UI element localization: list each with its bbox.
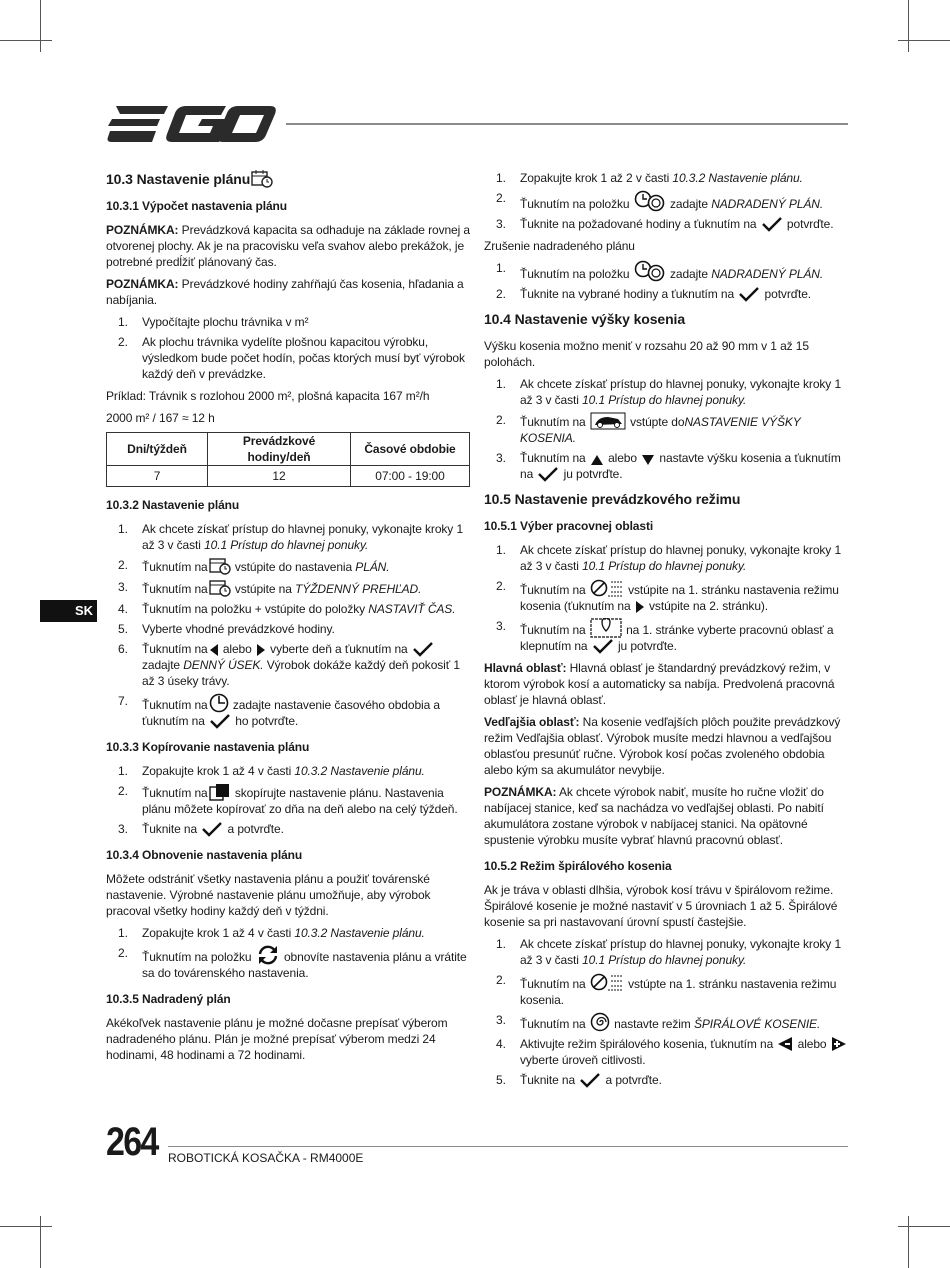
steps-list bbox=[106, 521, 470, 729]
mode-settings-icon bbox=[590, 972, 624, 992]
section-10-3-heading: 10.3 Nastavenie plánu bbox=[106, 170, 470, 188]
crop-mark bbox=[898, 40, 950, 41]
list-item: 1. Ak chcete získať prístup do hlavnej ponuky, vykonajte kroky 1 až 3 v časti 10.1 Prístup do hlavnej ponuky. bbox=[118, 522, 464, 552]
list-item: 7. Ťuknutím na zadajte nastavenie časového obdobia a ťuknutím na ho potvrďte. bbox=[118, 694, 440, 728]
body-paragraph: Výšku kosenia možno meniť v rozsahu 20 až 90 mm v 1 až 15 polohách. bbox=[484, 339, 809, 369]
arrow-down-icon bbox=[641, 454, 655, 466]
example-calc: 2000 m² / 167 ≈ 12 h bbox=[106, 411, 215, 425]
footer-title: ROBOTICKÁ KOSAČKA - RM4000E bbox=[168, 1151, 364, 1165]
secondary-area-paragraph: Vedľajšia oblasť: Na kosenie vedľajších plôch použite prevádzkový režim Vedľajšia oblasť. Výrobok musíte medzi hlavnou a vedľajšou oblasťou presunúť ručne. Výrobok kosí počas zvoleného obdobia alebo kým sa akumulátor nevybije. bbox=[484, 715, 841, 777]
list-item: 2. Ťuknutím na vstúpte na 1. stránku nastavenia režimu kosenia. bbox=[496, 973, 837, 1007]
arrow-left-icon bbox=[209, 643, 219, 657]
list-item: 1. Ak chcete získať prístup do hlavnej ponuky, vykonajte kroky 1 až 3 v časti 10.1 Prístup do hlavnej ponuky. bbox=[496, 543, 842, 573]
clock-icon bbox=[209, 693, 229, 713]
crop-mark bbox=[898, 1226, 950, 1227]
crop-mark bbox=[0, 1226, 52, 1227]
arrow-up-icon bbox=[590, 454, 604, 466]
list-item: 6. Ťuknutím na alebo vyberte deň a ťuknutím na zadajte DENNÝ ÚSEK. Výrobok dokáže každý deň pokosiť 1 až 3 úseky trávy. bbox=[118, 642, 460, 688]
list-item: 5. Vyberte vhodné prevádzkové hodiny. bbox=[118, 622, 335, 636]
mower-height-icon bbox=[590, 412, 626, 430]
override-clock-icon bbox=[634, 260, 666, 282]
decrease-icon bbox=[777, 1036, 793, 1052]
list-item: 2. Ak plochu trávnika vydelíte plošnou kapacitou výrobku, výsledkom bude počet hodín, počas ktorých musí byť výrobok každý deň v prevádzke. bbox=[118, 335, 465, 381]
override-clock-icon bbox=[634, 190, 666, 212]
list-item: 2. Ťuknite na vybrané hodiny a ťuknutím na potvrďte. bbox=[496, 287, 812, 301]
body-paragraph: Akékoľvek nastavenie plánu je možné dočasne prepísať výberom nadradeného plánu. Plán je možné prepísať výberom medzi 24 hodinami, 48 hodinami a 72 hodinami. bbox=[106, 1016, 448, 1062]
section-10-5-2-heading: 10.5.2 Režim špirálového kosenia bbox=[484, 859, 672, 873]
calendar-clock-icon bbox=[209, 557, 231, 575]
crop-mark bbox=[40, 0, 41, 52]
main-area-paragraph: Hlavná oblasť: Hlavná oblasť je štandardný prevádzkový režim, v ktorom výrobok kosí a automaticky sa nabíja. Predvolená pracovná oblasť je hlavná oblasť. bbox=[484, 661, 835, 707]
list-item: 1. Zopakujte krok 1 až 2 v časti 10.3.2 Nastavenie plánu. bbox=[496, 171, 803, 185]
crop-mark bbox=[40, 1216, 41, 1268]
list-item: 3. Ťuknutím na nastavte režim ŠPIRÁLOVÉ KOSENIE. bbox=[496, 1013, 821, 1031]
crop-mark bbox=[908, 0, 909, 52]
copy-icon bbox=[209, 783, 231, 801]
table-header: Prevádzkové hodiny/deň bbox=[208, 433, 351, 466]
schedule-table bbox=[106, 432, 470, 487]
checkmark-icon bbox=[738, 286, 760, 302]
list-item: 2. Ťuknutím na vstúpte doNASTAVENIE VÝŠKY KOSENIA. bbox=[496, 413, 801, 445]
steps-list bbox=[106, 763, 470, 837]
checkmark-icon bbox=[761, 216, 783, 232]
section-10-5-heading: 10.5 Nastavenie prevádzkového režimu bbox=[484, 491, 741, 507]
calendar-clock-icon bbox=[251, 170, 273, 188]
right-column bbox=[484, 170, 849, 1094]
list-item: 3. Ťuknite na požadované hodiny a ťuknutím na potvrďte. bbox=[496, 217, 834, 231]
list-item: 3. Ťuknutím na na 1. stránke vyberte pracovnú oblasť a klepnutím na ju potvrďte. bbox=[496, 619, 834, 653]
refresh-icon bbox=[256, 945, 280, 965]
list-item: 1. Ak chcete získať prístup do hlavnej ponuky, vykonajte kroky 1 až 3 v časti 10.1 Prístup do hlavnej ponuky. bbox=[496, 377, 842, 407]
note-paragraph: POZNÁMKA: Prevádzková kapacita sa odhaduje na základe rovnej a otvorenej plochy. Ak je na pracovisku veľa svahov alebo prekážok, je potrebné predĺžiť plánovaný čas. bbox=[106, 223, 470, 269]
list-item: 2. Ťuknutím na vstúpite na 1. stránku nastavenia režimu kosenia (ťuknutím na vstúpite na 2. stránku). bbox=[496, 579, 839, 613]
footer-rule bbox=[168, 1146, 848, 1147]
note-paragraph: POZNÁMKA: Prevádzkové hodiny zahŕňajú čas kosenia, hľadania a nabíjania. bbox=[106, 277, 464, 307]
list-item: 5. Ťuknite na a potvrďte. bbox=[496, 1073, 662, 1087]
checkmark-icon bbox=[579, 1072, 601, 1088]
list-item: 1. Zopakujte krok 1 až 4 v časti 10.3.2 Nastavenie plánu. bbox=[118, 764, 425, 778]
mode-settings-icon bbox=[590, 578, 624, 598]
body-paragraph: Môžete odstrániť všetky nastavenia plánu a použiť továrenské nastavenie. Výrobné nastavenie plánu umožňuje, aby výrobok pracoval všetky hodiny každý deň v týždni. bbox=[106, 872, 431, 918]
checkmark-icon bbox=[412, 641, 434, 657]
section-10-5-1-heading: 10.5.1 Výber pracovnej oblasti bbox=[484, 519, 654, 533]
list-item: 4. Aktivujte režim špirálového kosenia, ťuknutím na alebo vyberte úroveň citlivosti. bbox=[484, 1036, 849, 1068]
header-rule bbox=[286, 123, 848, 125]
page-number: 264 bbox=[106, 1120, 158, 1164]
table-cell: 7 bbox=[107, 466, 208, 487]
steps-list bbox=[484, 542, 849, 654]
spiral-icon bbox=[590, 1012, 610, 1032]
section-10-3-1-heading: 10.3.1 Výpočet nastavenia plánu bbox=[106, 199, 287, 213]
table-header: Dni/týždeň bbox=[107, 433, 208, 466]
arrow-right-icon bbox=[256, 643, 266, 657]
table-cell: 12 bbox=[208, 466, 351, 487]
list-item: 3. Ťuknite na a potvrďte. bbox=[118, 822, 284, 836]
list-item: 1. Ak chcete získať prístup do hlavnej ponuky, vykonajte kroky 1 až 3 v časti 10.1 Prístup do hlavnej ponuky. bbox=[496, 937, 842, 967]
arrow-right-icon bbox=[635, 600, 645, 614]
list-item: 1. Zopakujte krok 1 až 4 v časti 10.3.2 Nastavenie plánu. bbox=[118, 926, 425, 940]
checkmark-icon bbox=[592, 638, 614, 654]
list-item: 2. Ťuknutím na skopírujte nastavenie plánu. Nastavenia plánu môžete kopírovať zo dňa na deň alebo na celý týždeň. bbox=[118, 784, 458, 816]
section-10-3-5-heading: 10.3.5 Nadradený plán bbox=[106, 992, 231, 1006]
table-header: Časové obdobie bbox=[351, 433, 470, 466]
checkmark-icon bbox=[209, 713, 231, 729]
list-item: 3. Ťuknutím na vstúpite na TÝŽDENNÝ PREHĽAD. bbox=[118, 580, 422, 596]
section-10-3-2-heading: 10.3.2 Nastavenie plánu bbox=[106, 498, 240, 512]
list-item: 1. Ťuknutím na položku zadajte NADRADENÝ PLÁN. bbox=[496, 261, 824, 281]
increase-icon bbox=[831, 1036, 847, 1052]
list-item: 2. Ťuknutím na položku obnovíte nastavenia plánu a vrátite sa do továrenského nastavenia. bbox=[118, 946, 467, 980]
crop-mark bbox=[908, 1216, 909, 1268]
example-line: Príklad: Trávnik s rozlohou 2000 m², plošná kapacita 167 m²/h bbox=[106, 389, 430, 403]
steps-list bbox=[484, 376, 849, 482]
steps-list bbox=[106, 925, 470, 981]
list-item: 4. Ťuknutím na položku + vstúpite do položky NASTAVIŤ ČAS. bbox=[118, 602, 456, 616]
steps-list bbox=[106, 314, 470, 382]
checkmark-icon bbox=[201, 821, 223, 837]
crop-mark bbox=[0, 40, 52, 41]
subheading: Zrušenie nadradeného plánu bbox=[484, 239, 635, 253]
language-tab: SK bbox=[40, 600, 97, 622]
work-area-icon bbox=[590, 618, 622, 638]
steps-list bbox=[484, 260, 849, 302]
list-item: 1. Vypočítajte plochu trávnika v m² bbox=[118, 315, 309, 329]
steps-list bbox=[484, 936, 849, 1088]
list-item: 3. Ťuknutím na alebo nastavte výšku kosenia a ťuknutím na ju potvrďte. bbox=[496, 451, 841, 481]
section-10-3-3-heading: 10.3.3 Kopírovanie nastavenia plánu bbox=[106, 740, 310, 754]
section-10-3-4-heading: 10.3.4 Obnovenie nastavenia plánu bbox=[106, 848, 303, 862]
list-item: 2. Ťuknutím na vstúpite do nastavenia PLÁN. bbox=[118, 558, 390, 574]
list-item: 2. Ťuknutím na položku zadajte NADRADENÝ PLÁN. bbox=[496, 191, 824, 211]
steps-list bbox=[484, 170, 849, 232]
body-paragraph: Ak je tráva v oblasti dlhšia, výrobok kosí trávu v špirálovom režime. Špirálové kosenie je možné nastaviť v 5 úrovniach 1 až 5. Špirálové kosenie sa pri nastavovaní úrovní spustí častejšie. bbox=[484, 883, 838, 929]
note-paragraph: POZNÁMKA: Ak chcete výrobok nabiť, musíte ho ručne vložiť do nabíjacej stanice, keď sa nachádza vo vedľajšej oblasti. Po nabití akumulátora zostane výrobok v nabíjacej stanici. Na opätovné spustenie výrobku musíte vybrať hlavnú pracovnú oblasť. bbox=[484, 785, 824, 847]
calendar-clock-icon bbox=[209, 579, 231, 597]
section-10-4-heading: 10.4 Nastavenie výšky kosenia bbox=[484, 311, 686, 327]
checkmark-icon bbox=[537, 466, 559, 482]
left-column bbox=[106, 170, 470, 1069]
table-cell: 07:00 - 19:00 bbox=[351, 466, 470, 487]
ego-logo bbox=[106, 104, 276, 144]
